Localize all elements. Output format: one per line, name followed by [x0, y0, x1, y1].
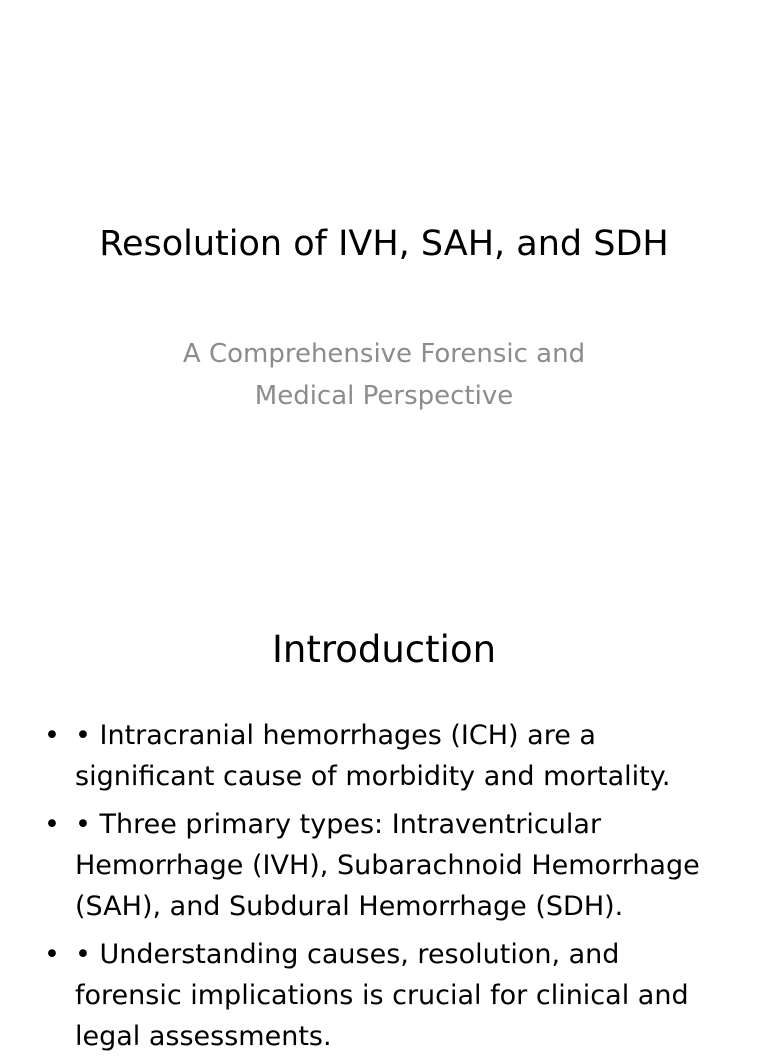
presentation-title: Resolution of IVH, SAH, and SDH	[99, 224, 669, 264]
slide-title: Introduction	[271, 628, 497, 671]
bullet-marker-icon: •	[44, 809, 60, 840]
bullet-item	[40, 804, 730, 927]
introduction-slide	[0, 576, 768, 1052]
bullet-list	[40, 715, 730, 1064]
subtitle-line-1: A Comprehensive Forensic and	[182, 339, 586, 369]
bullet-marker-icon: •	[44, 720, 60, 751]
bullet-marker-icon: •	[44, 939, 60, 970]
bullet-item	[40, 934, 730, 1057]
bullet-text: • Three primary types: Intraventricular Hemorrhage (IVH), Subarachnoid Hemorrhage (SAH), and Subdural Hemorrhage (SDH).	[75, 809, 700, 922]
presentation-subtitle	[150, 333, 618, 417]
bullet-text: • Intracranial hemorrhages (ICH) are a significant cause of morbidity and mortality.	[75, 720, 671, 792]
bullet-item	[40, 715, 730, 797]
bullet-text: • Understanding causes, resolution, and forensic implications is crucial for clinical and legal assessments.	[75, 939, 689, 1052]
subtitle-line-2: Medical Perspective	[254, 381, 514, 411]
